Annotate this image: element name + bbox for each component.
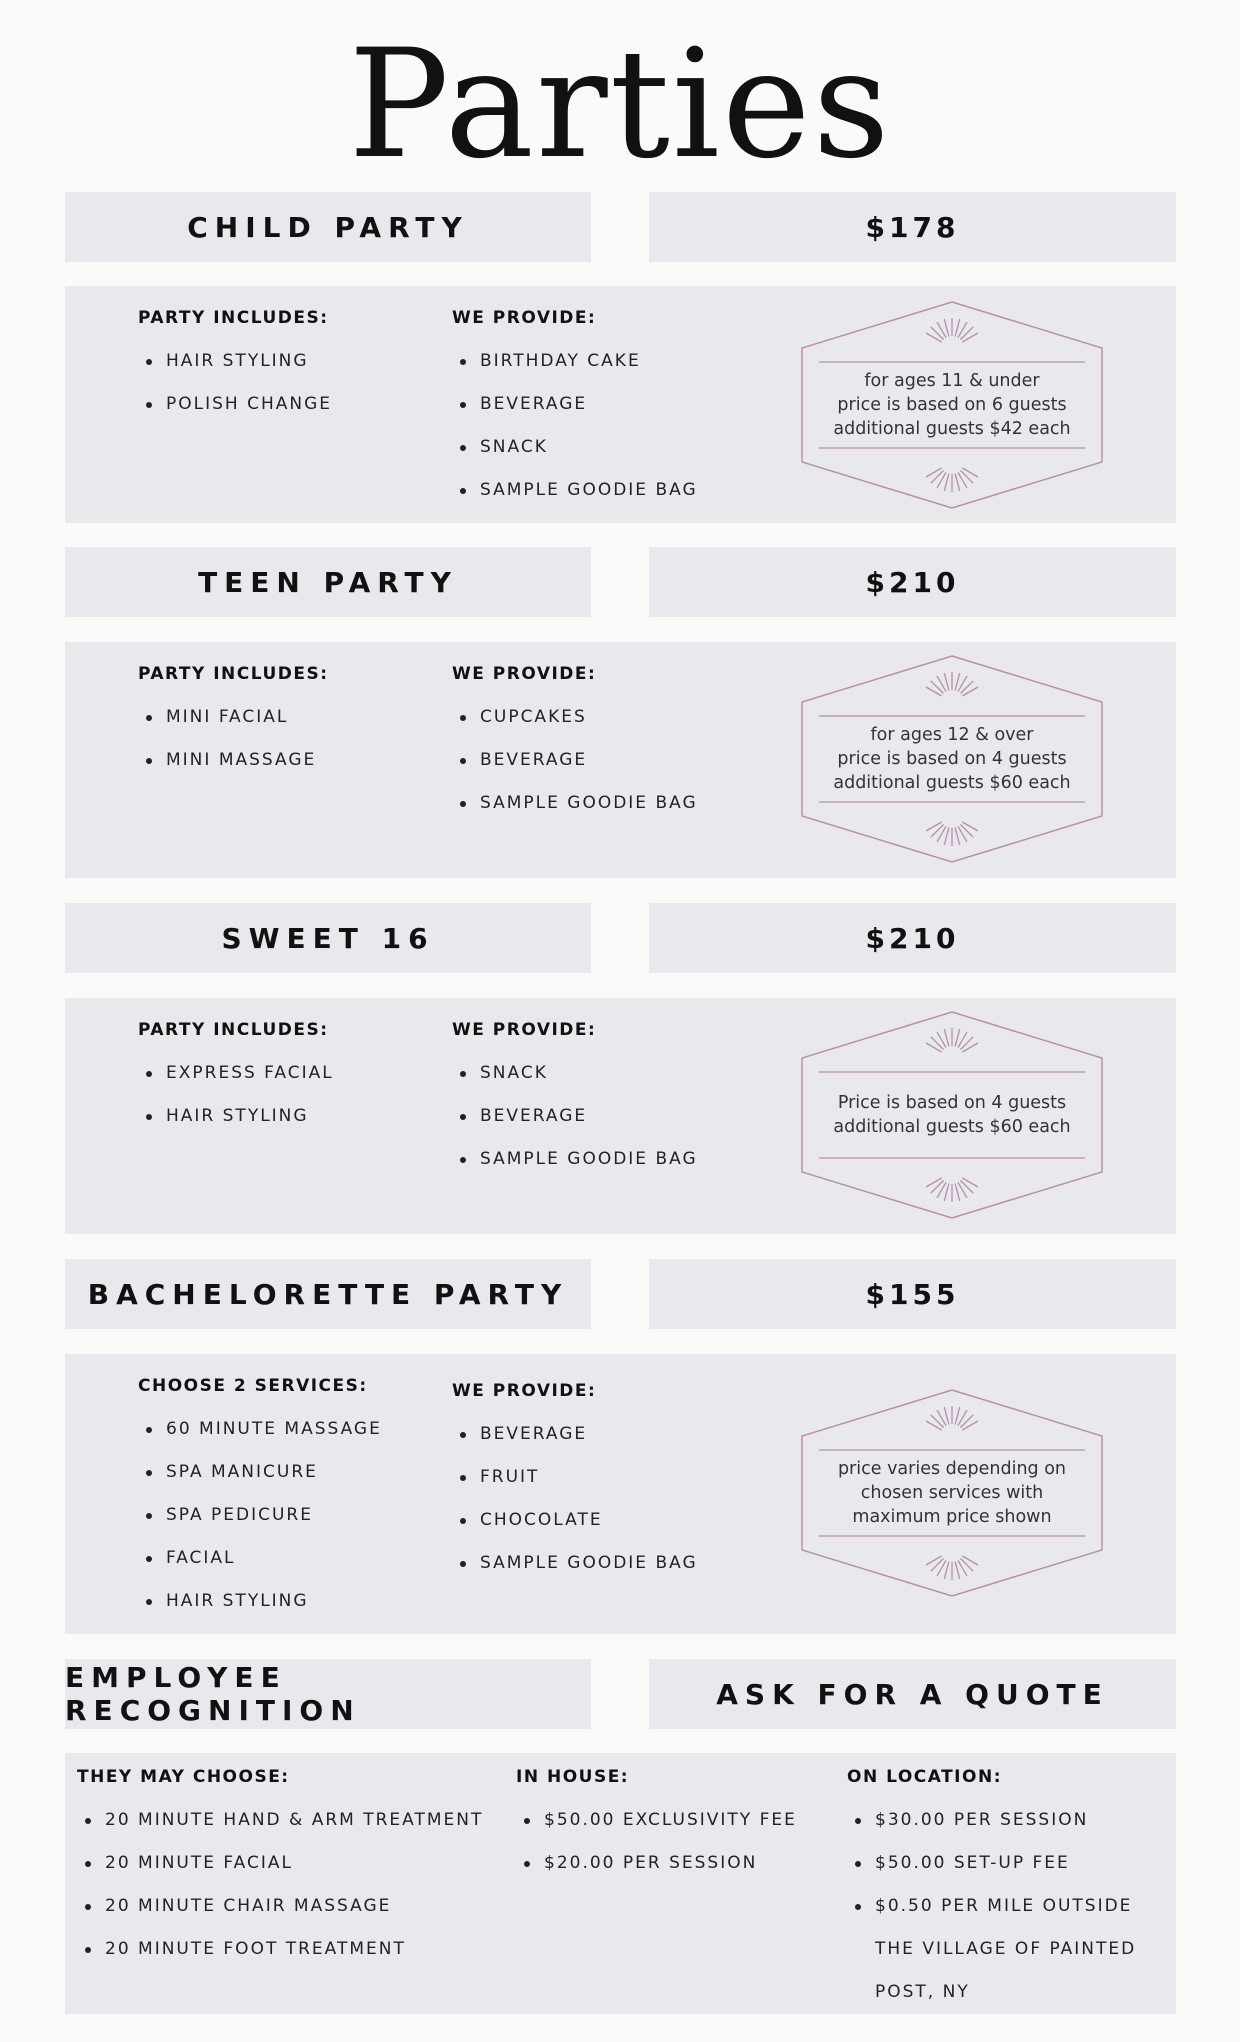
sweet16-note-badge [799, 1010, 1105, 1220]
teen-includes [138, 652, 329, 782]
sweet16-name: SWEET 16 [221, 921, 435, 955]
sweet16-details [65, 998, 1176, 1234]
list-item: HAIR STYLING [138, 340, 332, 383]
list-item: 20 MINUTE CHAIR MASSAGE [77, 1885, 483, 1928]
teen-price-value: $210 [865, 565, 960, 599]
list-item: $20.00 PER SESSION [516, 1842, 797, 1885]
list-item: SNACK [452, 1052, 698, 1095]
list-item: SAMPLE GOODIE BAG [452, 1138, 698, 1181]
list-item: BEVERAGE [452, 383, 698, 426]
child-provide [452, 296, 698, 512]
quote-heading [649, 1659, 1176, 1729]
list-item: MINI FACIAL [138, 696, 329, 739]
includes-heading: PARTY INCLUDES: [138, 664, 329, 684]
list-item: BEVERAGE [452, 1413, 698, 1456]
note-line: Price is based on 4 guests [837, 1093, 1067, 1113]
list-item: 60 MINUTE MASSAGE [138, 1408, 382, 1451]
bachelorette-note-badge [799, 1388, 1105, 1598]
employee-location [847, 1755, 1155, 2014]
inhouse-heading: IN HOUSE: [516, 1767, 630, 1787]
list-item: BEVERAGE [452, 1095, 698, 1138]
note-line: chosen services with [860, 1483, 1044, 1503]
list-item: $0.50 PER MILE OUTSIDE THE VILLAGE OF PAINTED POST, NY [847, 1885, 1155, 2014]
list-item: CUPCAKES [452, 696, 698, 739]
list-item: 20 MINUTE FOOT TREATMENT [77, 1928, 483, 1971]
list-item: EXPRESS FACIAL [138, 1052, 334, 1095]
list-item: BIRTHDAY CAKE [452, 340, 698, 383]
employee-details [65, 1753, 1176, 2014]
badge-text [819, 300, 1085, 510]
employee-heading [65, 1659, 591, 1729]
badge-text [819, 1010, 1085, 1220]
list-item: BEVERAGE [452, 739, 698, 782]
list-item: CHOCOLATE [452, 1499, 698, 1542]
location-heading: ON LOCATION: [847, 1767, 1002, 1787]
provide-heading: WE PROVIDE: [452, 1381, 597, 1401]
list-item: SPA PEDICURE [138, 1494, 382, 1537]
teen-party-details [65, 642, 1176, 878]
note-line: additional guests $60 each [833, 773, 1071, 793]
list-item: SAMPLE GOODIE BAG [452, 782, 698, 825]
list-item: HAIR STYLING [138, 1580, 382, 1623]
child-party-heading [65, 192, 591, 262]
sweet16-price-value: $210 [865, 921, 960, 955]
choose-heading: THEY MAY CHOOSE: [77, 1767, 290, 1787]
teen-party-heading [65, 547, 591, 617]
note-line: price is based on 6 guests [837, 395, 1067, 415]
provide-heading: WE PROVIDE: [452, 308, 597, 328]
sweet16-heading [65, 903, 591, 973]
bachelorette-provide [452, 1369, 698, 1585]
list-item: MINI MASSAGE [138, 739, 329, 782]
child-note-badge [799, 300, 1105, 510]
sweet16-price [649, 903, 1176, 973]
list-item: SAMPLE GOODIE BAG [452, 1542, 698, 1585]
child-party-details [65, 286, 1176, 523]
badge-text [819, 654, 1085, 864]
list-item: SAMPLE GOODIE BAG [452, 469, 698, 512]
child-party-name: CHILD PARTY [187, 210, 469, 244]
note-line: price is based on 4 guests [837, 749, 1067, 769]
bachelorette-price-value: $155 [865, 1277, 960, 1311]
note-line: for ages 11 & under [864, 371, 1040, 391]
list-item: 20 MINUTE FACIAL [77, 1842, 483, 1885]
employee-inhouse [516, 1755, 797, 1885]
note-line: maximum price shown [852, 1507, 1052, 1527]
child-includes [138, 296, 332, 426]
ask-quote-label: ASK FOR A QUOTE [716, 1677, 1109, 1711]
bachelorette-details [65, 1354, 1176, 1634]
badge-text [819, 1388, 1085, 1598]
list-item: POLISH CHANGE [138, 383, 332, 426]
includes-heading: PARTY INCLUDES: [138, 1020, 329, 1040]
list-item: FACIAL [138, 1537, 382, 1580]
provide-heading: WE PROVIDE: [452, 1020, 597, 1040]
note-line: additional guests $60 each [833, 1117, 1071, 1137]
child-price-value: $178 [865, 210, 960, 244]
sweet16-includes [138, 1008, 334, 1138]
bachelorette-name: BACHELORETTE PARTY [87, 1277, 569, 1311]
bachelorette-price [649, 1259, 1176, 1329]
choose-heading: CHOOSE 2 SERVICES: [138, 1376, 368, 1396]
bachelorette-choose [138, 1364, 382, 1623]
list-item: FRUIT [452, 1456, 698, 1499]
employee-choose [77, 1755, 483, 1971]
note-line: for ages 12 & over [870, 725, 1034, 745]
list-item: SPA MANICURE [138, 1451, 382, 1494]
teen-party-price [649, 547, 1176, 617]
provide-heading: WE PROVIDE: [452, 664, 597, 684]
child-party-price [649, 192, 1176, 262]
sweet16-provide [452, 1008, 698, 1181]
includes-heading: PARTY INCLUDES: [138, 308, 329, 328]
list-item: $50.00 SET-UP FEE [847, 1842, 1155, 1885]
note-line: additional guests $42 each [833, 419, 1071, 439]
list-item: HAIR STYLING [138, 1095, 334, 1138]
teen-note-badge [799, 654, 1105, 864]
list-item: 20 MINUTE HAND & ARM TREATMENT [77, 1799, 483, 1842]
page-title: Parties [348, 18, 892, 192]
list-item: $50.00 EXCLUSIVITY FEE [516, 1799, 797, 1842]
note-line: price varies depending on [837, 1459, 1067, 1479]
teen-provide [452, 652, 698, 825]
employee-name: EMPLOYEE RECOGNITION [65, 1661, 361, 1727]
bachelorette-heading [65, 1259, 591, 1329]
teen-party-name: TEEN PARTY [198, 565, 458, 599]
list-item: SNACK [452, 426, 698, 469]
list-item: $30.00 PER SESSION [847, 1799, 1155, 1842]
